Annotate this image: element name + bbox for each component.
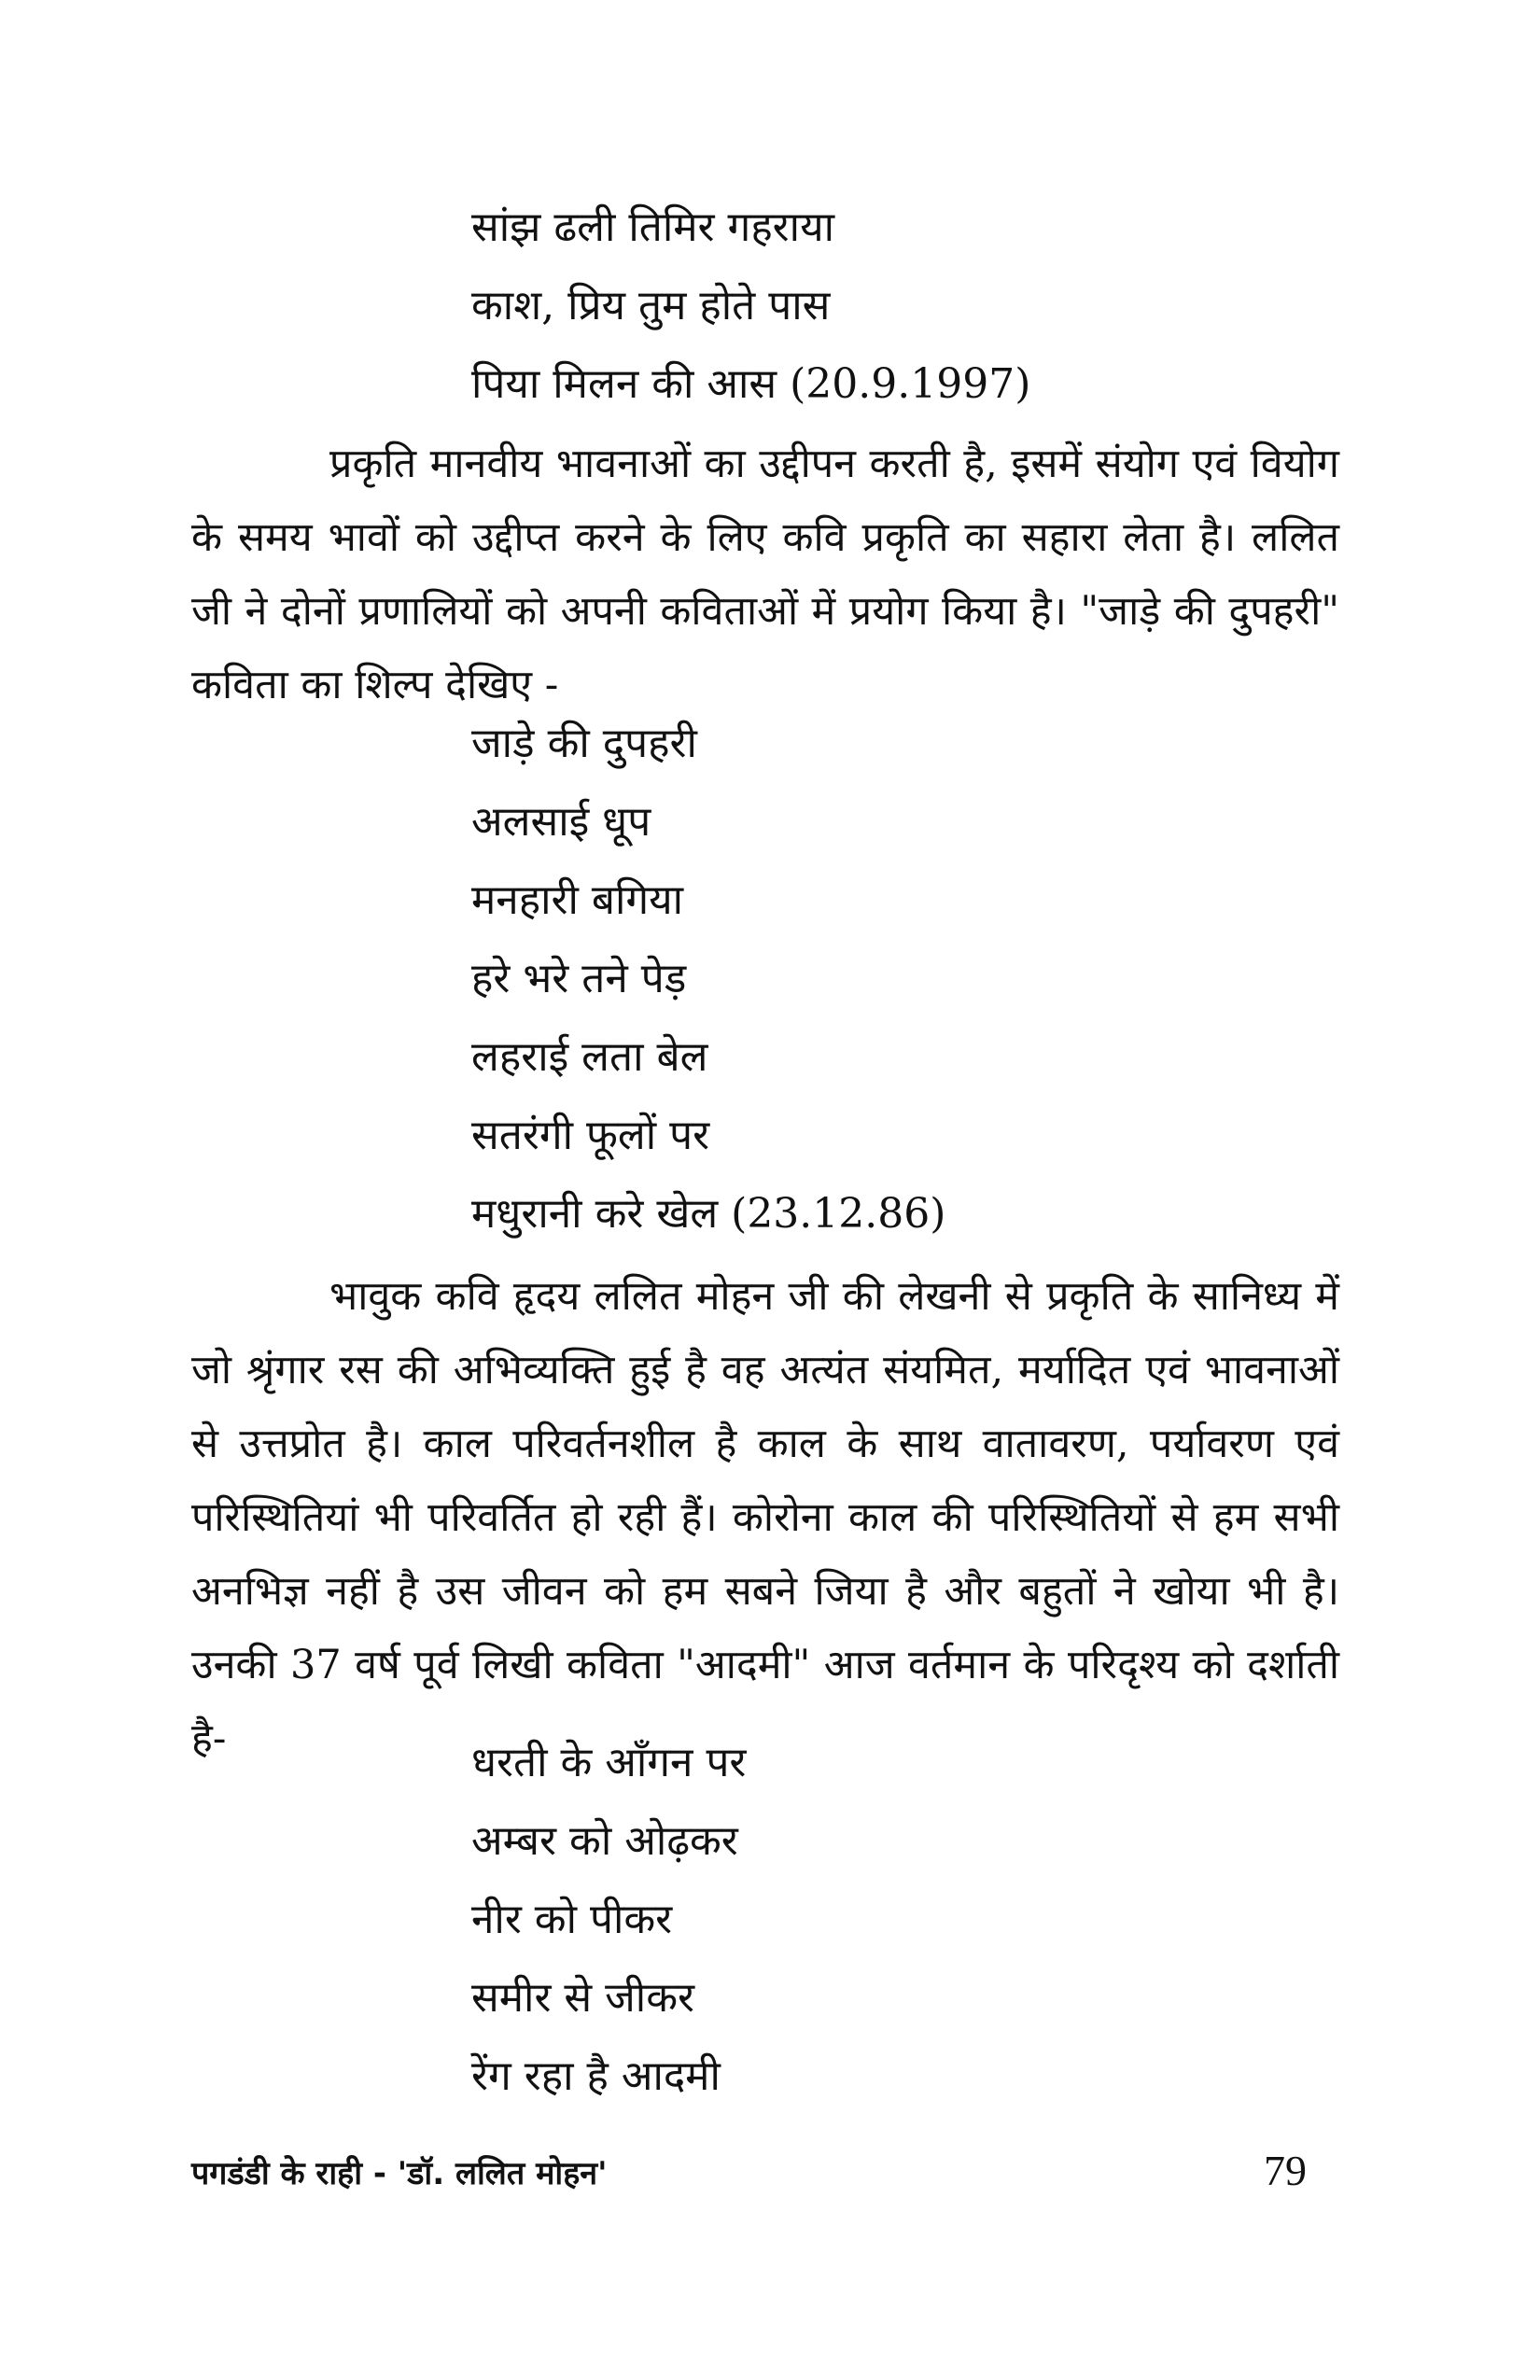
- body-paragraph-1: प्रकृति मानवीय भावनाओं का उद्दीपन करती है, इसमें संयोग एवं वियोग के समय भावों को उद्दीप्त करने के लिए कवि प्रकृति का सहारा लेता है। ललित जी ने दोनों प्रणालियों को अपनी कविताओं में प्रयोग किया है। "जाड़े की दुपहरी" कविता का शिल्प देखिए -: [191, 441, 1339, 708]
- poem-line: रेंग रहा है आदमी: [471, 2052, 721, 2100]
- body-paragraph-2: भावुक कवि हृदय ललित मोहन जी की लेखनी से प्रकृति के सानिध्य में जो श्रृंगार रस की अभिव्यक्ति हुई है वह अत्यंत संयमित, मर्यादित एवं भावनाओं से उत्तप्रोत है। काल परिवर्तनशील है काल के साथ वातावरण, पर्यावरण एवं परिस्थितियां भी परिवर्तित हो रही हैं। कोरोना काल की परिस्थितियों से हम सभी अनभिज्ञ नहीं है उस जीवन को हम सबने जिया है और बहुतों ने खोया भी है। उनकी 37 वर्ष पूर्व लिखी कविता "आदमी" आज वर्तमान के परिदृश्य को दर्शाती है-: [191, 1273, 1339, 1762]
- poem-line: अम्बर को ओढ़कर: [471, 1817, 738, 1865]
- poem-stanza-2: [471, 705, 1405, 1253]
- poem-line: पिया मिलन की आस (20.9.1997): [471, 360, 1031, 408]
- poem-line: नीर को पीकर: [471, 1896, 673, 1943]
- poem-line: मनहारी बगिया: [471, 876, 684, 924]
- poem-line: जाड़े की दुपहरी: [471, 720, 697, 767]
- poem-line: मधुरानी करे खेल (23.12.86): [471, 1190, 946, 1238]
- page-number: 79: [1264, 2147, 1307, 2194]
- poem-line: सांझ ढली तिमिर गहराया: [471, 203, 834, 251]
- poem-line: समीर से जीकर: [471, 1974, 694, 2022]
- poem-line: लहराई लता बेल: [471, 1033, 708, 1081]
- poem-line: हरे भरे तने पेड़: [471, 955, 687, 1002]
- poem-stanza-3: [471, 1724, 1405, 2116]
- poem-line: धरती के आँगन पर: [471, 1739, 747, 1786]
- footer-book-title: पगडंडी के राही - 'डॉ. ललित मोहन': [191, 2155, 608, 2192]
- poem-stanza-1: [471, 189, 1405, 424]
- poem-line: काश, प्रिय तुम होते पास: [471, 282, 831, 329]
- poem-line: अलसाई धूप: [471, 798, 651, 846]
- poem-line: सतरंगी फूलों पर: [471, 1112, 710, 1159]
